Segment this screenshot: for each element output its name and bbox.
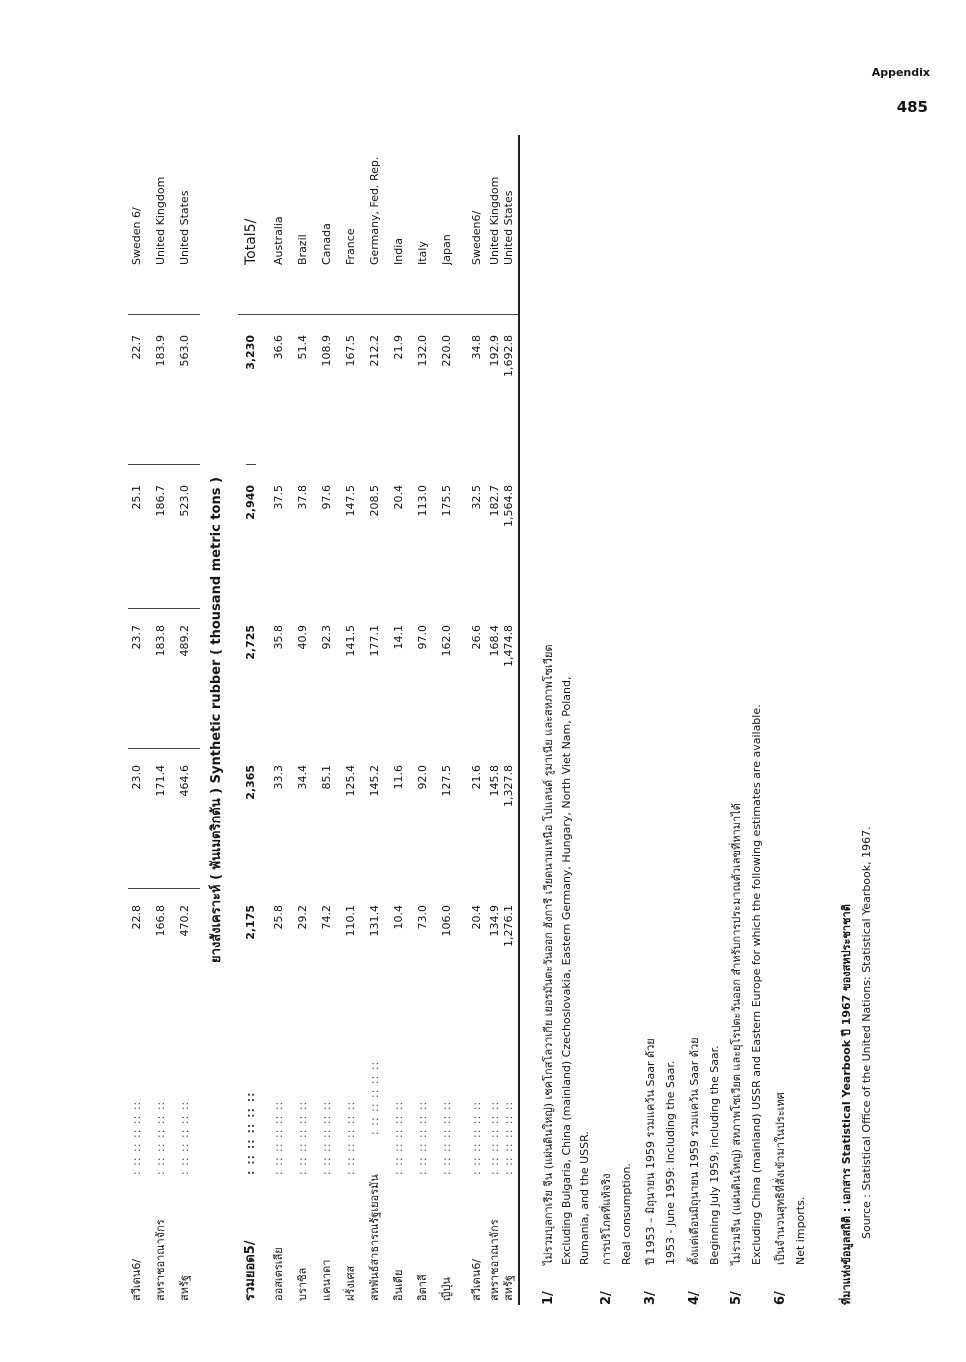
leader-dots: : :: :: :: :: :: bbox=[440, 1100, 453, 1175]
value-cell: 23.0 bbox=[130, 765, 143, 790]
value-cell: 35.8 bbox=[272, 625, 285, 650]
value-cell: 37.5 bbox=[272, 485, 285, 510]
leader-dots: : :: :: :: :: :: bbox=[154, 1100, 167, 1175]
total-row bbox=[238, 135, 264, 1305]
row-thai-name: สวีเดน6/ bbox=[130, 1258, 143, 1301]
value-cell: 1,276.1 bbox=[502, 905, 515, 947]
row-english-name: Canada bbox=[320, 223, 333, 265]
table-row bbox=[290, 135, 316, 1305]
row-english-name: Italy bbox=[416, 241, 429, 265]
value-cell: 192.9 bbox=[488, 335, 501, 367]
row-thai-name: สหราชอาณาจักร bbox=[488, 1219, 501, 1301]
value-cell: 11.6 bbox=[392, 765, 405, 790]
rotated-page-content bbox=[120, 135, 925, 1305]
value-cell: 1,564.8 bbox=[502, 485, 515, 527]
row-thai-name: สหพันธ์สาธารณรัฐเยอรมัน bbox=[368, 1174, 381, 1301]
value-cell: 125.4 bbox=[344, 765, 357, 797]
value-cell: 220.0 bbox=[440, 335, 453, 367]
table-row bbox=[314, 135, 340, 1305]
value-cell: 1,474.8 bbox=[502, 625, 515, 667]
footnote-english-text: Excluding China (mainland) USSR and Eastern Europe for which the following estimates are available. bbox=[750, 704, 763, 1265]
footnotes bbox=[538, 135, 925, 1305]
table-row bbox=[172, 135, 198, 1305]
value-cell: 523.0 bbox=[178, 485, 191, 517]
value-cell: 145.8 bbox=[488, 765, 501, 797]
value-cell: 464.6 bbox=[178, 765, 191, 797]
leader-dots: : :: :: :: :: :: bbox=[178, 1100, 191, 1175]
row-thai-name: สวีเดน6/ bbox=[470, 1258, 483, 1301]
row-english-name: Germany, Fed. Rep. bbox=[368, 156, 381, 265]
leader-dots: : :: :: :: :: :: bbox=[416, 1100, 429, 1175]
leader-dots: : :: :: :: :: :: bbox=[488, 1100, 501, 1175]
footnote-english-text: Real consumption. bbox=[620, 1163, 633, 1265]
value-cell: 2,725 bbox=[244, 625, 257, 660]
footnote-english-text: 1953 - June 1959: Including the Saar. bbox=[664, 1060, 677, 1265]
value-cell: 34.4 bbox=[296, 765, 309, 790]
leader-dots: : :: :: :: :: :: bbox=[368, 1060, 381, 1135]
value-cell: 145.2 bbox=[368, 765, 381, 797]
value-cell: 208.5 bbox=[368, 485, 381, 517]
row-english-name: Sweden 6/ bbox=[130, 207, 143, 265]
value-cell: 147.5 bbox=[344, 485, 357, 517]
appendix-label: Appendix bbox=[871, 66, 930, 79]
row-thai-name: อินเดีย bbox=[392, 1269, 405, 1301]
value-cell: 175.5 bbox=[440, 485, 453, 517]
value-cell: 2,940 bbox=[244, 485, 257, 520]
row-thai-name: รวมยอด5/ bbox=[243, 1240, 258, 1301]
footnote-mark: 3/ bbox=[643, 1291, 658, 1305]
row-english-name: Total5/ bbox=[243, 218, 259, 265]
row-thai-name: สหรัฐ bbox=[502, 1275, 515, 1301]
value-cell: 489.2 bbox=[178, 625, 191, 657]
table-row bbox=[500, 135, 518, 1305]
value-cell: 29.2 bbox=[296, 905, 309, 930]
value-cell: 167.5 bbox=[344, 335, 357, 367]
table-row bbox=[148, 135, 174, 1305]
column-separator bbox=[128, 888, 200, 889]
value-cell: 1,692.8 bbox=[502, 335, 515, 377]
value-cell: 127.5 bbox=[440, 765, 453, 797]
footnote-thai-text: ไม่รวมบุลกาเรีย จีน (แผ่นดินใหญ่) เชคโกสโลวาเกีย เยอรมันตะวันออก ฮังการี เวียดนามเหนือ โปแลนด์ รูมาเนีย และสหภาพโซเวียต bbox=[542, 644, 555, 1265]
value-cell: 92.3 bbox=[320, 625, 333, 650]
value-cell: 34.8 bbox=[470, 335, 483, 360]
source-thai: ที่มาแห่งข้อมูลสถิติ : เอกสาร Statistical Yearbook ปี 1967 ของสหประชาชาติ bbox=[840, 904, 853, 1305]
row-thai-name: บราซิล bbox=[296, 1267, 309, 1301]
source-english: Source : Statistical Office of the United Nations: Statistical Yearbook, 1967. bbox=[860, 826, 873, 1239]
page-number: 485 bbox=[896, 98, 928, 116]
value-cell: 20.4 bbox=[470, 905, 483, 930]
row-english-name: France bbox=[344, 228, 357, 265]
table-row bbox=[124, 135, 150, 1305]
value-cell: 33.3 bbox=[272, 765, 285, 790]
footnote-english-text: Rumania, and the USSR. bbox=[578, 1131, 591, 1265]
column-separator bbox=[128, 748, 200, 749]
value-cell: 25.1 bbox=[130, 485, 143, 510]
table-row bbox=[338, 135, 364, 1305]
row-english-name: Australia bbox=[272, 216, 285, 265]
value-cell: 20.4 bbox=[392, 485, 405, 510]
value-cell: 26.6 bbox=[470, 625, 483, 650]
footnote-mark: 1/ bbox=[541, 1291, 556, 1305]
value-cell: 212.2 bbox=[368, 335, 381, 367]
footnote-english-text: Excluding Bulgaria, China (mainland) Czechoslovakia, Eastern Germany, Hungary, North Viet Nam, Poland, bbox=[560, 676, 573, 1265]
value-cell: 2,365 bbox=[244, 765, 257, 800]
leader-dots: : :: :: :: :: :: bbox=[244, 1091, 257, 1175]
row-thai-name: ญี่ปุ่น bbox=[440, 1277, 453, 1301]
footnote-thai-text: ปี 1953 – มิถุนายน 1959 รวมแคว้น Saar ด้วย bbox=[644, 1038, 657, 1265]
row-english-name: Sweden6/ bbox=[470, 210, 483, 265]
value-cell: 162.0 bbox=[440, 625, 453, 657]
footnote-mark: 5/ bbox=[729, 1291, 744, 1305]
value-cell: 21.6 bbox=[470, 765, 483, 790]
value-cell: 186.7 bbox=[154, 485, 167, 517]
value-cell: 74.2 bbox=[320, 905, 333, 930]
value-cell: 3,230 bbox=[244, 335, 257, 370]
row-english-name: United Kingdom bbox=[154, 176, 167, 265]
row-english-name: Japan bbox=[440, 234, 453, 265]
leader-dots: : :: :: :: :: :: bbox=[320, 1100, 333, 1175]
value-cell: 22.7 bbox=[130, 335, 143, 360]
table-row bbox=[386, 135, 412, 1305]
value-cell: 183.8 bbox=[154, 625, 167, 657]
leader-dots: : :: :: :: :: :: bbox=[296, 1100, 309, 1175]
leader-dots: : :: :: :: :: :: bbox=[344, 1100, 357, 1175]
value-cell: 37.8 bbox=[296, 485, 309, 510]
value-cell: 23.7 bbox=[130, 625, 143, 650]
value-cell: 106.0 bbox=[440, 905, 453, 937]
value-cell: 166.8 bbox=[154, 905, 167, 937]
footnote-mark: 4/ bbox=[687, 1291, 702, 1305]
value-cell: 51.4 bbox=[296, 335, 309, 360]
footnote-english-text: Net imports. bbox=[794, 1196, 807, 1265]
value-cell: 131.4 bbox=[368, 905, 381, 937]
row-thai-name: สหราชอาณาจักร bbox=[154, 1219, 167, 1301]
row-thai-name: ฝรั่งเศส bbox=[344, 1265, 357, 1301]
value-cell: 22.8 bbox=[130, 905, 143, 930]
value-cell: 182.7 bbox=[488, 485, 501, 517]
value-cell: 177.1 bbox=[368, 625, 381, 657]
footnote-mark: 2/ bbox=[599, 1291, 614, 1305]
value-cell: 171.4 bbox=[154, 765, 167, 797]
row-english-name: United States bbox=[502, 190, 515, 265]
table-row bbox=[266, 135, 292, 1305]
row-english-name: India bbox=[392, 238, 405, 265]
row-thai-name: อิตาลี bbox=[416, 1274, 429, 1301]
value-cell: 92.0 bbox=[416, 765, 429, 790]
value-cell: 10.4 bbox=[392, 905, 405, 930]
value-cell: 25.8 bbox=[272, 905, 285, 930]
row-english-name: United States bbox=[178, 190, 191, 265]
leader-dots: : :: :: :: :: :: bbox=[392, 1100, 405, 1175]
column-separator bbox=[246, 464, 256, 465]
value-cell: 40.9 bbox=[296, 625, 309, 650]
value-cell: 97.6 bbox=[320, 485, 333, 510]
value-cell: 132.0 bbox=[416, 335, 429, 367]
table-row bbox=[362, 135, 388, 1305]
value-cell: 85.1 bbox=[320, 765, 333, 790]
row-thai-name: ออสเตรเลีย bbox=[272, 1247, 285, 1301]
column-separator bbox=[238, 314, 518, 315]
value-cell: 1,327.8 bbox=[502, 765, 515, 807]
value-cell: 110.1 bbox=[344, 905, 357, 937]
row-english-name: Brazil bbox=[296, 234, 309, 265]
value-cell: 168.4 bbox=[488, 625, 501, 657]
value-cell: 141.5 bbox=[344, 625, 357, 657]
footnote-thai-text: เป็นจำนวนสุทธิที่สั่งเข้ามาในประเทศ bbox=[774, 1092, 787, 1265]
table-row bbox=[410, 135, 436, 1305]
footnote-thai-text: ไม่รวมจีน (แผ่นดินใหญ่) สหภาพโซเวียต และยุโรปตะวันออก สำหรับการประมาณตัวเลขที่หามาได้ bbox=[730, 803, 743, 1265]
leader-dots: : :: :: :: :: :: bbox=[272, 1100, 285, 1175]
value-cell: 32.5 bbox=[470, 485, 483, 510]
value-cell: 97.0 bbox=[416, 625, 429, 650]
value-cell: 21.9 bbox=[392, 335, 405, 360]
table-row bbox=[434, 135, 460, 1305]
section-heading: ยางสังเคราะห์ ( พันเมตริกตัน ) Synthetic rubber ( thousand metric tons ) bbox=[209, 477, 224, 963]
value-cell: 108.9 bbox=[320, 335, 333, 367]
leader-dots: : :: :: :: :: :: bbox=[470, 1100, 483, 1175]
footnote-thai-text: การบริโภคที่แท้จริง bbox=[600, 1173, 613, 1265]
row-thai-name: แคนาดา bbox=[320, 1259, 333, 1301]
value-cell: 14.1 bbox=[392, 625, 405, 650]
row-english-name: United Kingdom bbox=[488, 176, 501, 265]
value-cell: 183.9 bbox=[154, 335, 167, 367]
leader-dots: : :: :: :: :: :: bbox=[502, 1100, 515, 1175]
row-thai-name: สหรัฐ bbox=[178, 1275, 191, 1301]
column-separator bbox=[128, 608, 200, 609]
value-cell: 563.0 bbox=[178, 335, 191, 367]
value-cell: 2,175 bbox=[244, 905, 257, 940]
value-cell: 73.0 bbox=[416, 905, 429, 930]
column-separator bbox=[128, 464, 200, 465]
value-cell: 36.6 bbox=[272, 335, 285, 360]
column-separator bbox=[128, 314, 200, 315]
footnote-english-text: Beginning July 1959, including the Saar. bbox=[708, 1045, 721, 1265]
value-cell: 134.9 bbox=[488, 905, 501, 937]
rubber-table bbox=[120, 135, 530, 1305]
footnote-thai-text: ตั้งแต่เดือนมิถุนายน 1959 รวมแคว้น Saar ด้วย bbox=[688, 1037, 701, 1265]
value-cell: 470.2 bbox=[178, 905, 191, 937]
leader-dots: : :: :: :: :: :: bbox=[130, 1100, 143, 1175]
value-cell: 113.0 bbox=[416, 485, 429, 517]
footnote-mark: 6/ bbox=[773, 1291, 788, 1305]
